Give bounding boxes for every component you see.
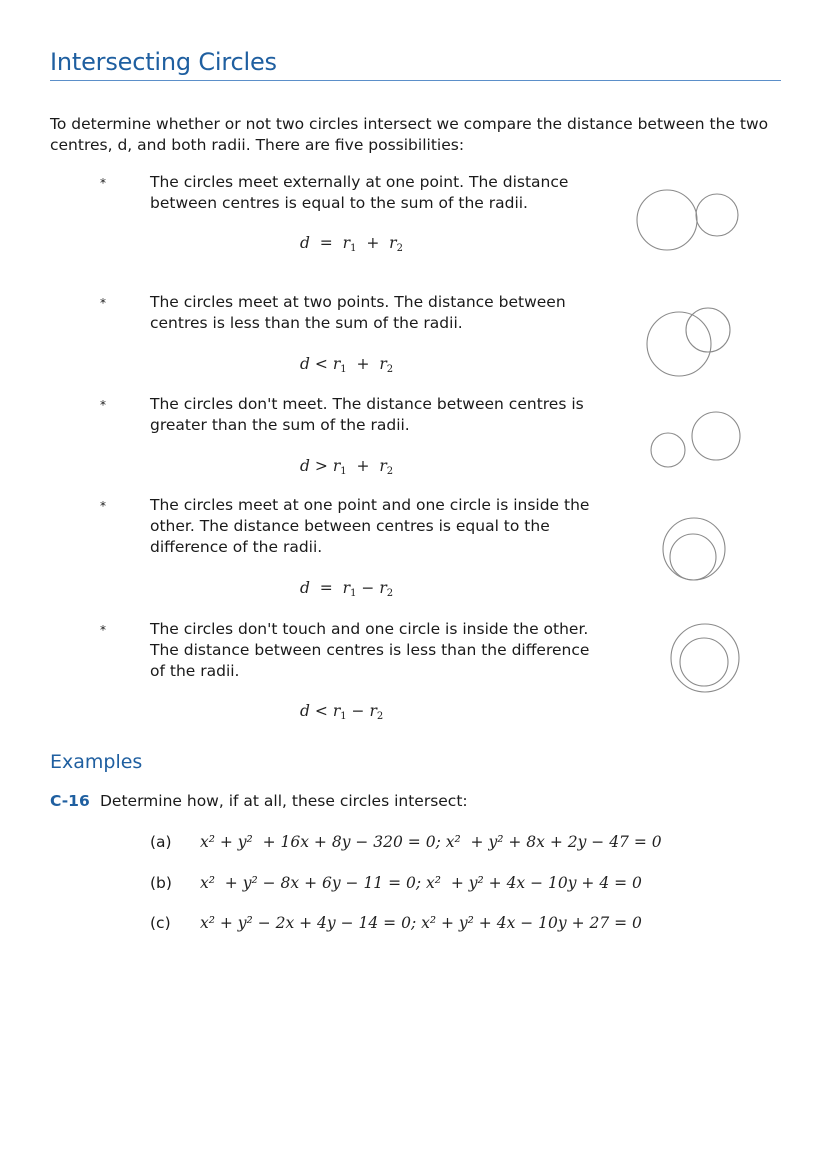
- part-a-label: (a): [150, 833, 172, 851]
- case-3-text: The circles don't meet. The distance between centres is greater than the sum of the radii.: [150, 395, 584, 434]
- part-c-equations: x² + y² − 2x + 4y − 14 = 0; x² + y² + 4x − 10y + 27 = 0: [200, 914, 642, 932]
- case-2-formula: $d < r_1 + r_2$: [300, 355, 394, 375]
- bullet-marker: *: [100, 398, 106, 412]
- case-2-text: The circles meet at two points. The distance between centres is less than the sum of the radii.: [150, 293, 566, 332]
- question-text: Determine how, if at all, these circles intersect:: [100, 792, 468, 810]
- nested-circles-diagram: [660, 618, 750, 698]
- title-divider: [50, 80, 781, 81]
- bullet-marker: *: [100, 296, 106, 310]
- case-1-formula: $d = r_1 + r_2$: [300, 234, 403, 254]
- case-4-text: The circles meet at one point and one circle is inside the other. The distance between centres is equal to the difference of the radii.: [150, 496, 590, 556]
- case-3-formula: $d > r_1 + r_2$: [300, 457, 394, 477]
- part-c-label: (c): [150, 914, 171, 932]
- part-a-equations: x² + y² + 16x + 8y − 320 = 0; x² + y² + 8x + 2y − 47 = 0: [200, 833, 662, 851]
- case-1-text: The circles meet externally at one point. The distance between centres is equal to the sum of the radii.: [150, 173, 569, 212]
- part-b-equations: x² + y² − 8x + 6y − 11 = 0; x² + y² + 4x − 10y + 4 = 0: [200, 874, 642, 892]
- case-5-text: The circles don't touch and one circle is inside the other. The distance between centres is less than the difference of the radii.: [150, 620, 590, 680]
- bullet-marker: *: [100, 176, 106, 190]
- bullet-marker: *: [100, 623, 106, 637]
- separate-circles-diagram: [640, 400, 750, 475]
- part-b-label: (b): [150, 874, 172, 892]
- bullet-marker: *: [100, 499, 106, 513]
- case-4-formula: $d = r_1 - r_2$: [300, 579, 394, 599]
- page-title: Intersecting Circles: [50, 48, 277, 76]
- externally-tangent-circles-diagram: [630, 180, 750, 260]
- case-5-formula: $d < r_1 - r_2$: [300, 702, 384, 722]
- intersecting-circles-diagram: [630, 300, 750, 385]
- examples-heading: Examples: [50, 751, 143, 773]
- internally-tangent-circles-diagram: [650, 510, 740, 590]
- question-id: C-16: [50, 792, 90, 810]
- intro-paragraph: To determine whether or not two circles intersect we compare the distance between the two centres, d, and both radii. There are five possibilities:: [50, 115, 769, 154]
